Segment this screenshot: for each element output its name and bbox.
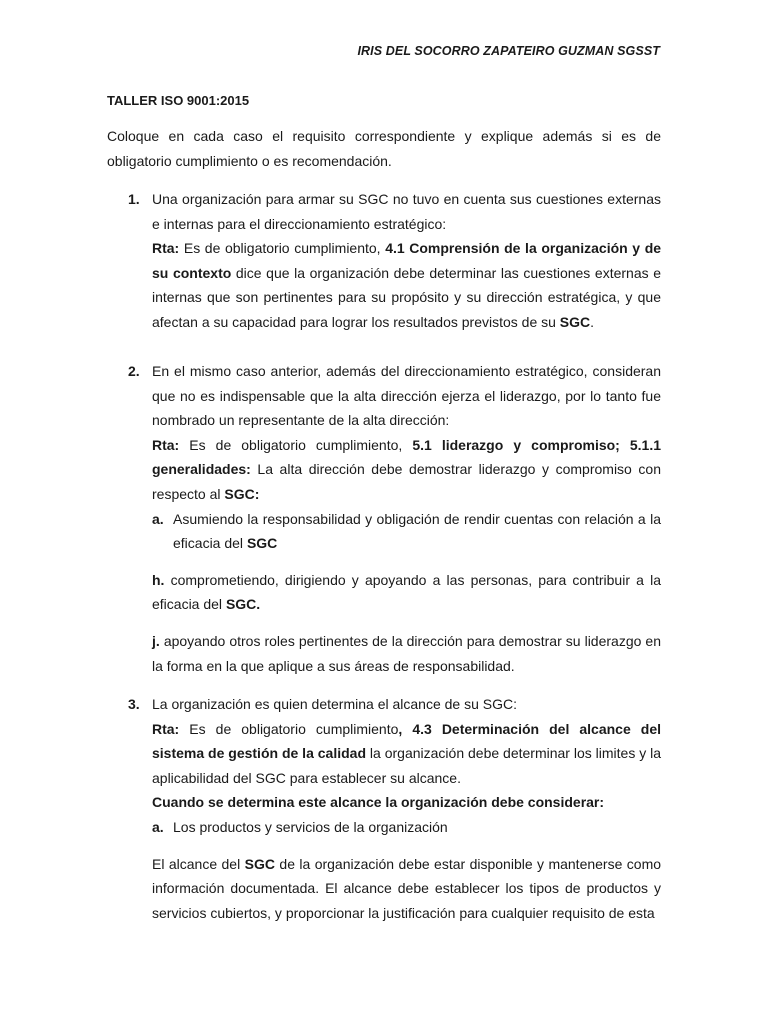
rta-requirement: 4.1 Comprensión de la organización y de su contexto: [152, 240, 662, 281]
item-content: [152, 692, 661, 925]
sub-item-a: [152, 815, 661, 840]
rta-pre: Es de obligatorio cumplimiento,: [183, 240, 381, 257]
rta-post: dice que la organización debe determinar las cuestiones externas e internas que son pertinentes para su propósito y su dirección estratégica, y que afectan a su capacidad para lograr los resultados previstos de su: [152, 264, 661, 330]
sub-text: Asumiendo la responsabilidad y obligación de rendir cuentas con relación a la eficacia del: [173, 510, 661, 552]
rta-label: Rta:: [152, 720, 180, 737]
item-number: 3.: [128, 696, 140, 712]
scope-post: de la organización debe estar disponible y mantenerse como información documentada. El alcance debe establecer los tipos de productos y servicios cubiertos, y proporcionar la justificación para cualquier requisito de esta: [152, 855, 662, 921]
item-content: [152, 187, 661, 335]
sub-item-a: [152, 507, 661, 556]
item-number: 2.: [128, 363, 140, 379]
rta-pre: Es de obligatorio cumplimiento: [189, 720, 399, 737]
scope-pre: El alcance del: [152, 855, 241, 872]
item-answer: [152, 236, 661, 334]
item-question: La organización es quien determina el alcance de su SGC:: [152, 696, 517, 712]
rta-sgc: SGC:: [224, 485, 260, 502]
sub-item-h: [152, 568, 661, 617]
consider-heading: Cuando se determina este alcance la organización debe considerar:: [152, 794, 605, 811]
rta-post: la organización debe determinar los limites y la aplicabilidad del SGC para establecer su alcance.: [152, 745, 662, 786]
list-item-1: [107, 187, 661, 335]
item-question: Una organización para armar su SGC no tuvo en cuenta sus cuestiones externas e internas para el direccionamiento estratégico:: [152, 191, 661, 232]
intro-paragraph: Coloque en cada caso el requisito correspondiente y explique además si es de obligatorio cumplimiento o es recomendación.: [107, 128, 661, 169]
sub-item-j: [152, 629, 661, 678]
item-number: 1.: [128, 191, 140, 207]
rta-requirement: , 4.3 Determinación del alcance del sistema de gestión de la calidad: [152, 720, 662, 762]
rta-requirement: 5.1 liderazgo y compromiso; 5.1.1 generalidades:: [152, 436, 662, 478]
spacer: [152, 556, 661, 568]
item-content: [152, 359, 661, 678]
rta-label: Rta:: [152, 240, 180, 257]
sub-letter: h.: [152, 571, 165, 588]
document-title: TALLER ISO 9001:2015: [107, 93, 250, 108]
sub-letter: a.: [152, 510, 164, 527]
sub-text: Los productos y servicios de la organización: [173, 818, 448, 835]
sub-letter: a.: [152, 818, 164, 835]
item-answer: [152, 433, 661, 507]
rta-label: Rta:: [152, 436, 180, 453]
rta-pre: Es de obligatorio cumplimiento,: [189, 436, 403, 453]
sub-text: apoyando otros roles pertinentes de la dirección para demostrar su liderazgo en la forma en la que aplique a sus áreas de responsabilidad.: [152, 632, 661, 674]
rta-end: .: [590, 313, 595, 330]
item-answer: [152, 717, 661, 791]
author-header: IRIS DEL SOCORRO ZAPATEIRO GUZMAN SGSST: [357, 44, 660, 58]
sub-text: comprometiendo, dirigiendo y apoyando a las personas, para contribuir a la eficacia del: [152, 571, 661, 613]
rta-sgc: SGC: [559, 313, 591, 330]
sub-sgc: SGC.: [225, 596, 261, 613]
spacer: [152, 840, 661, 852]
scope-paragraph: [152, 852, 661, 926]
list-item-3: [107, 692, 661, 925]
item-question: En el mismo caso anterior, además del direccionamiento estratégico, consideran que no es indispensable que la alta dirección ejerza el liderazgo, por lo tanto fue nombrado un representante de la alta dirección:: [152, 363, 661, 429]
rta-post: La alta dirección debe demostrar liderazgo y compromiso con respecto al: [152, 461, 661, 502]
sub-sgc: SGC: [246, 535, 278, 552]
scope-sgc: SGC: [244, 855, 275, 872]
sub-letter: j.: [152, 632, 160, 649]
spacer: [152, 617, 661, 629]
list-item-2: [107, 359, 661, 678]
